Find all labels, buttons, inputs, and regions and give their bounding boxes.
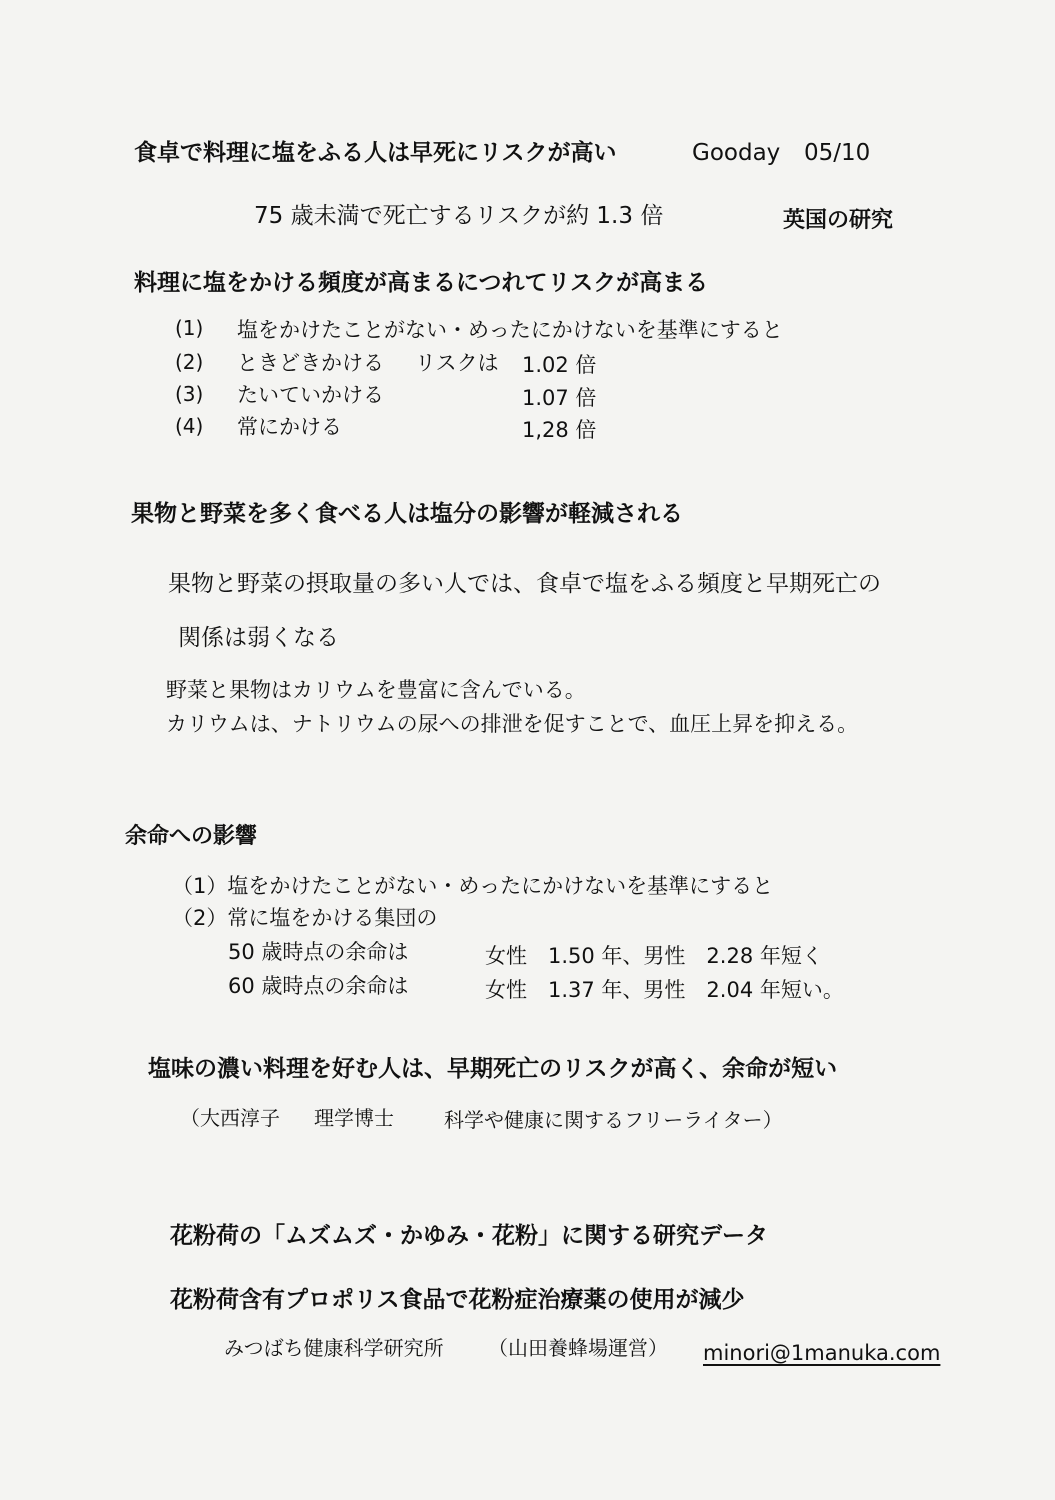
row-value: 女性 1.50 年、男性 2.28 年短く [485, 944, 823, 968]
list-item-prefix: リスクは [415, 351, 499, 375]
list-item: （2）常に塩をかける集団の [172, 906, 438, 930]
organization-name: みつばち健康科学研究所 [224, 1336, 444, 1360]
list-item-number: (3) [175, 382, 204, 406]
author-description: 科学や健康に関するフリーライター） [444, 1108, 783, 1132]
list-item: （1）塩をかけたことがない・めったにかけないを基準にすると [172, 874, 774, 898]
list-item-number: (1) [175, 316, 204, 340]
body-text: 果物と野菜の摂取量の多い人では、食卓で塩をふる頻度と早期死亡の [168, 571, 881, 597]
list-item-number: (4) [175, 414, 204, 438]
section3-heading: 余命への影響 [125, 824, 258, 849]
list-item-value: 1.02 倍 [522, 353, 597, 377]
body-text: 関係は弱くなる [178, 625, 339, 651]
footer-subheading: 花粉荷含有プロポリス食品で花粉症治療薬の使用が減少 [170, 1287, 745, 1313]
author-name: （大西淳子 [180, 1106, 280, 1130]
row-label: 50 歳時点の余命は [228, 940, 409, 964]
row-value: 女性 1.37 年、男性 2.04 年短い。 [485, 978, 844, 1002]
organization-note: （山田養蜂場運営） [488, 1336, 668, 1360]
email-link[interactable]: minori@1manuka.com [703, 1341, 941, 1365]
subtitle: 75 歳未満で死亡するリスクが約 1.3 倍 [254, 203, 664, 229]
list-item-label: 塩をかけたことがない・めったにかけないを基準にすると [237, 318, 783, 342]
list-item-label: ときどきかける [237, 351, 384, 375]
section1-heading: 料理に塩をかける頻度が高まるにつれてリスクが高まる [134, 270, 709, 296]
body-text: 野菜と果物はカリウムを豊富に含んでいる。 [166, 678, 586, 702]
footer-heading: 花粉荷の「ムズムズ・かゆみ・花粉」に関する研究データ [170, 1223, 768, 1249]
source-date: 05/10 [804, 140, 871, 166]
row-label: 60 歳時点の余命は [228, 974, 409, 998]
list-item-label: たいていかける [237, 383, 384, 407]
page-title: 食卓で料理に塩をふる人は早死にリスクが高い [134, 140, 617, 166]
source-name: Gooday [692, 140, 781, 166]
body-text: カリウムは、ナトリウムの尿への排泄を促すことで、血圧上昇を抑える。 [166, 712, 859, 736]
subtitle-note: 英国の研究 [783, 208, 894, 233]
author-title: 理学博士 [314, 1106, 394, 1130]
section4-heading: 塩味の濃い料理を好む人は、早期死亡のリスクが高く、余命が短い [148, 1056, 838, 1082]
list-item-value: 1.07 倍 [522, 386, 597, 410]
list-item-value: 1,28 倍 [522, 418, 597, 442]
list-item-number: (2) [175, 350, 204, 374]
section2-heading: 果物と野菜を多く食べる人は塩分の影響が軽減される [131, 501, 683, 527]
list-item-label: 常にかける [237, 415, 342, 439]
